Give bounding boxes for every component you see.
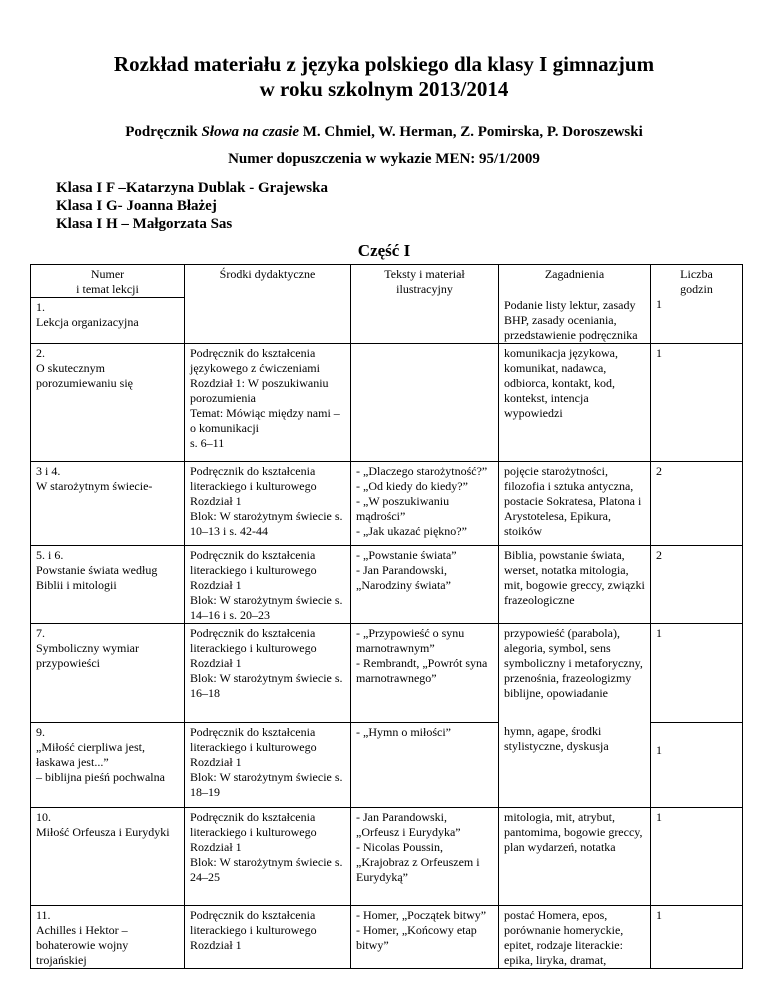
texts-cell: - „Dlaczego starożytność?” - „Od kiedy do kiedy?” - „W poszukiwaniu mądrości” - „Jak ukazać piękno?” bbox=[351, 461, 499, 545]
lesson-topic: Achilles i Hektor – bohaterowie wojny trojańskiej bbox=[36, 922, 129, 967]
approval-number: Numer dopuszczenia w wykazie MEN: 95/1/2009 bbox=[228, 151, 540, 167]
textbook-line bbox=[0, 124, 768, 141]
lesson-topic: Symboliczny wymiar przypowieści bbox=[36, 640, 139, 670]
lesson-number: 3 i 4. bbox=[36, 463, 61, 478]
hours-cell: 2 bbox=[651, 461, 743, 545]
textbook-title: Słowa na czasie bbox=[201, 124, 299, 140]
lesson-number: 9. bbox=[36, 724, 45, 739]
table-row bbox=[31, 461, 743, 545]
means-cell: Podręcznik do kształcenia literackiego i kulturowego Rozdział 1 Blok: W starożytnym świecie s. 16–18 bbox=[185, 623, 351, 722]
class-line-3: Klasa I H – Małgorzata Sas bbox=[56, 216, 233, 232]
lesson-cell bbox=[31, 722, 185, 807]
means-cell: Podręcznik do kształcenia literackiego i kulturowego Rozdział 1 Blok: W starożytnym świecie s. 14–16 i s. 20–23 bbox=[185, 545, 351, 623]
hours-cell bbox=[651, 722, 743, 807]
lesson-number: 2. bbox=[36, 345, 45, 360]
lesson-cell bbox=[31, 545, 185, 623]
textbook-authors: M. Chmiel, W. Herman, Z. Pomirska, P. Doroszewski bbox=[299, 124, 643, 140]
header-texts: Teksty i materiał ilustracyjny bbox=[351, 265, 499, 298]
issues-cell: Podanie listy lektur, zasady BHP, zasady oceniania, przedstawienie podręcznika bbox=[499, 298, 651, 344]
table-row bbox=[31, 722, 743, 807]
lesson-cell bbox=[31, 623, 185, 722]
lesson-topic: O skutecznym porozumiewaniu się bbox=[36, 360, 133, 390]
hours-cell: 1 bbox=[651, 905, 743, 968]
lesson-topic: Miłość Orfeusza i Eurydyki bbox=[36, 824, 170, 839]
doc-title-line2: w roku szkolnym 2013/2014 bbox=[259, 77, 509, 101]
class-line-2: Klasa I G- Joanna Błażej bbox=[56, 198, 217, 214]
lesson-number: 1. bbox=[36, 300, 45, 314]
texts-cell: - „Przypowieść o synu marnotrawnym” - Rembrandt, „Powrót syna marnotrawnego” bbox=[351, 623, 499, 722]
lesson-number: 5. i 6. bbox=[36, 547, 64, 562]
table-row bbox=[31, 623, 743, 722]
doc-title-line1: Rozkład materiału z języka polskiego dla klasy I gimnazjum bbox=[113, 52, 655, 76]
means-cell: Podręcznik do kształcenia literackiego i kulturowego Rozdział 1 bbox=[185, 905, 351, 968]
hours-cell: 1 bbox=[651, 623, 743, 722]
table-row bbox=[31, 343, 743, 461]
lesson-cell bbox=[31, 343, 185, 461]
texts-cell: - „Powstanie świata” - Jan Parandowski, „Narodziny świata” bbox=[351, 545, 499, 623]
textbook-prefix: Podręcznik bbox=[125, 124, 202, 140]
means-cell: Podręcznik do kształcenia literackiego i kulturowego Rozdział 1 Blok: W starożytnym świecie s. 18–19 bbox=[185, 722, 351, 807]
header-hours-label: Liczba godzin bbox=[680, 267, 713, 296]
lesson-topic: Powstanie świata według Biblii i mitologii bbox=[36, 562, 158, 592]
lesson-cell bbox=[31, 298, 185, 344]
means-cell bbox=[185, 298, 351, 344]
hours-row-1: 1 bbox=[656, 297, 662, 311]
means-cell: Podręcznik do kształcenia literackiego i kulturowego Rozdział 1 Blok: W starożytnym świecie s. 24–25 bbox=[185, 807, 351, 905]
texts-cell: - Homer, „Początek bitwy” - Homer, „Końcowy etap bitwy” bbox=[351, 905, 499, 968]
hours-cell: 1 bbox=[651, 343, 743, 461]
hours-cell: 1 bbox=[651, 807, 743, 905]
issues-cell: pojęcie starożytności, filozofia i sztuka antyczna, postacie Sokratesa, Platona i Arystotelesa, Epikura, stoików bbox=[499, 461, 651, 545]
issues-cell: postać Homera, epos, porównanie homeryckie, epitet, rodzaje literackie: epika, liryka, dramat, bbox=[499, 905, 651, 968]
lesson-number: 11. bbox=[36, 907, 51, 922]
table-row bbox=[31, 298, 743, 344]
texts-cell: - „Hymn o miłości” bbox=[351, 722, 499, 807]
lesson-cell bbox=[31, 807, 185, 905]
header-lesson: Numer i temat lekcji bbox=[31, 265, 185, 298]
texts-cell: - Jan Parandowski, „Orfeusz i Eurydyka” - Nicolas Poussin, „Krajobraz z Orfeuszem i Eurydyką” bbox=[351, 807, 499, 905]
hours-value: 1 bbox=[656, 742, 662, 757]
issues-cell: mitologia, mit, atrybut, pantomima, bogowie greccy, plan wydarzeń, notatka bbox=[499, 807, 651, 905]
means-cell: Podręcznik do kształcenia językowego z ćwiczeniami Rozdział 1: W poszukiwaniu porozumienia Temat: Mówiąc między nami – o komunikacji s. 6–11 bbox=[185, 343, 351, 461]
hours-cell: 2 bbox=[651, 545, 743, 623]
lesson-topic: „Miłość cierpliwa jest, łaskawa jest...” – biblijna pieśń pochwalna bbox=[36, 739, 165, 784]
issues-cell: hymn, agape, środki stylistyczne, dyskusja bbox=[499, 722, 651, 807]
texts-cell bbox=[351, 343, 499, 461]
table-header-row bbox=[31, 265, 743, 298]
issues-cell: Biblia, powstanie świata, werset, notatka mitologia, mit, bogowie greccy, związki frazeologiczne bbox=[499, 545, 651, 623]
issues-cell: komunikacja językowa, komunikat, nadawca, odbiorca, kontakt, kod, kontekst, intencja wypowiedzi bbox=[499, 343, 651, 461]
lesson-cell bbox=[31, 905, 185, 968]
table-row bbox=[31, 905, 743, 968]
lesson-cell bbox=[31, 461, 185, 545]
table-row bbox=[31, 545, 743, 623]
header-means: Środki dydaktyczne bbox=[185, 265, 351, 298]
section-title: Część I bbox=[357, 241, 411, 260]
means-cell: Podręcznik do kształcenia literackiego i kulturowego Rozdział 1 Blok: W starożytnym świecie s. 10–13 i s. 42-44 bbox=[185, 461, 351, 545]
lesson-topic: Lekcja organizacyjna bbox=[36, 315, 139, 329]
lesson-topic: W starożytnym świecie- bbox=[36, 478, 153, 493]
texts-cell bbox=[351, 298, 499, 344]
issues-cell: przypowieść (parabola), alegoria, symbol, sens symboliczny i metaforyczny, przenośnia, frazeologizmy biblijne, opowiadanie bbox=[499, 623, 651, 722]
lesson-number: 7. bbox=[36, 625, 45, 640]
class-line-1: Klasa I F –Katarzyna Dublak - Grajewska bbox=[56, 180, 328, 196]
header-topics: Zagadnienia bbox=[499, 265, 651, 298]
header-hours bbox=[651, 265, 743, 344]
table-row bbox=[31, 807, 743, 905]
lesson-number: 10. bbox=[36, 809, 51, 824]
schedule-table bbox=[30, 264, 743, 969]
